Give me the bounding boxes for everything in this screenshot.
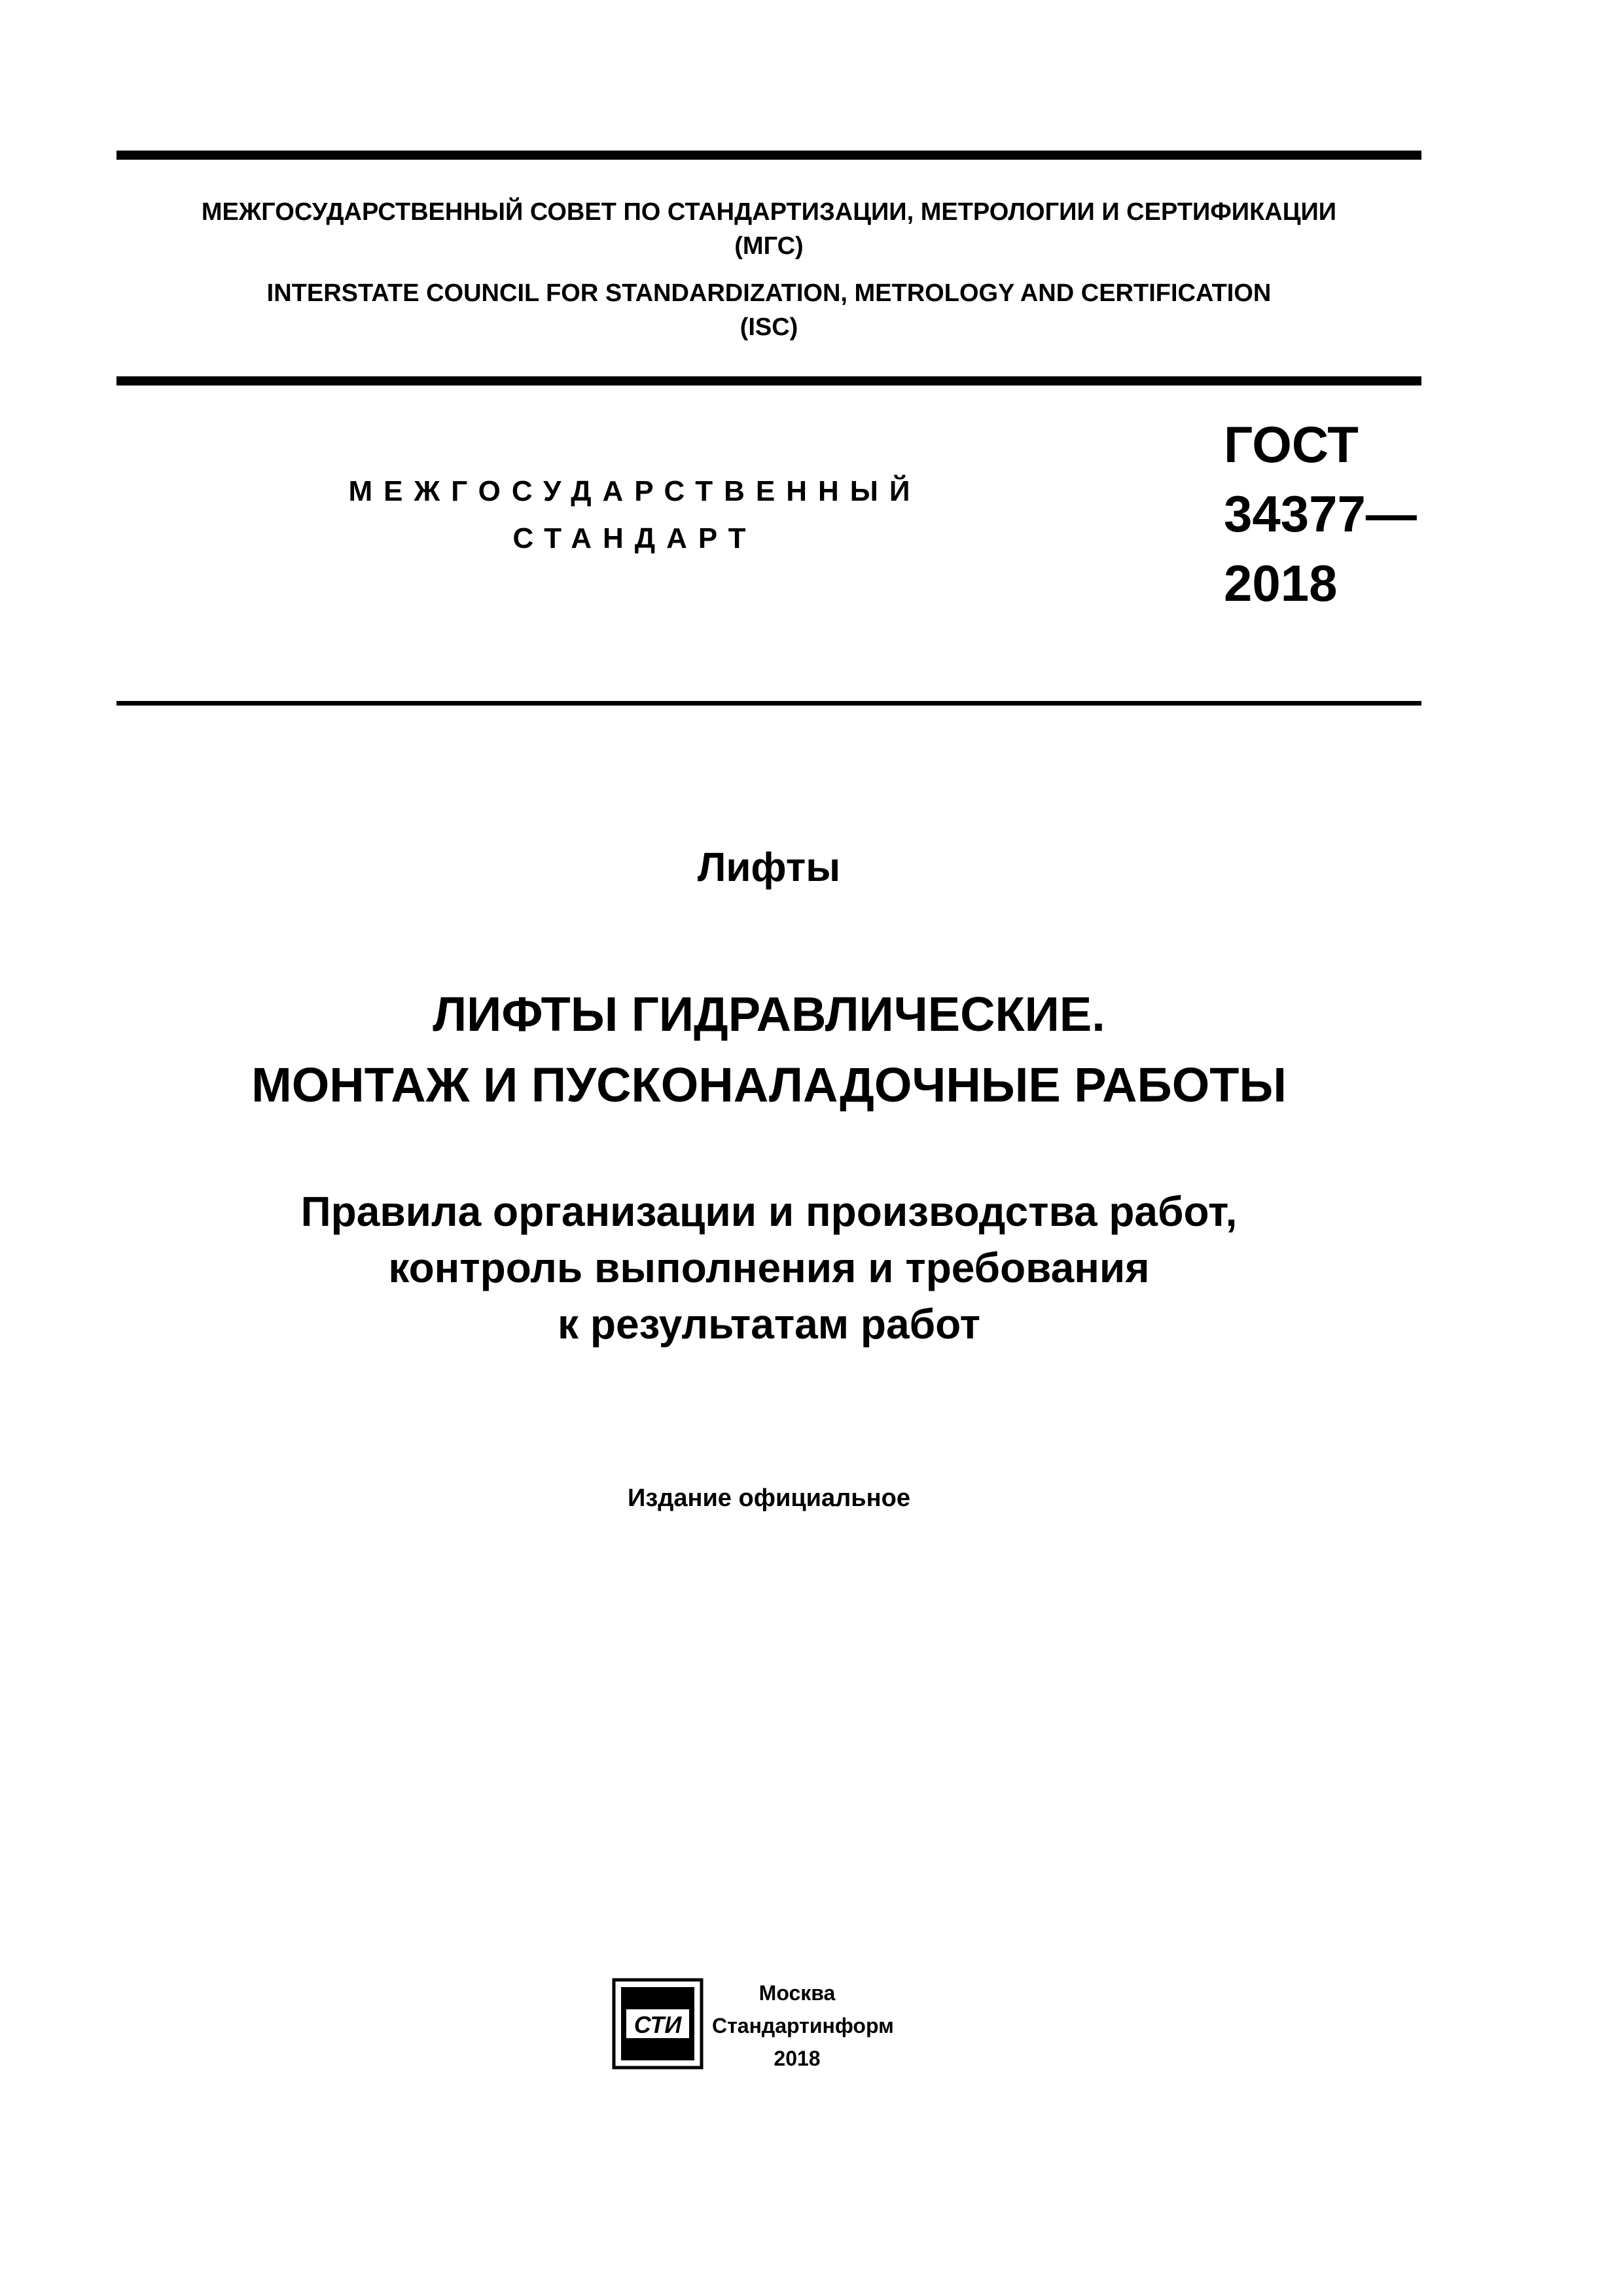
designation-number: 34377—: [1224, 485, 1417, 543]
middle-divider-rule: [116, 376, 1421, 386]
council-name-en: INTERSTATE COUNCIL FOR STANDARDIZATION, METROLOGY AND CERTIFICATION: [266, 279, 1272, 307]
standard-designation: [1224, 410, 1417, 618]
bottom-divider-rule: [116, 701, 1421, 706]
document-subtitle-line-1: Правила организации и производства работ,: [300, 1188, 1238, 1235]
publisher-name: Стандартинформ: [712, 2014, 894, 2037]
council-abbr-en: (ISC): [740, 314, 798, 341]
publication-year: 2018: [774, 2047, 821, 2070]
council-name-ru: МЕЖГОСУДАРСТВЕННЫЙ СОВЕТ ПО СТАНДАРТИЗАЦИИ, МЕТРОЛОГИИ И СЕРТИФИКАЦИИ: [201, 198, 1337, 226]
publisher-city: Москва: [758, 1981, 836, 2005]
publisher-logo-icon: [612, 1978, 704, 2070]
edition-note: Издание официальное: [628, 1484, 910, 1512]
standard-type-line-2: СТАНДАРТ: [512, 522, 757, 554]
document-category: Лифты: [697, 845, 841, 890]
standard-type-line-1: МЕЖГОСУДАРСТВЕННЫЙ: [348, 475, 921, 507]
designation-prefix: ГОСТ: [1224, 416, 1359, 473]
designation-year: 2018: [1224, 554, 1338, 612]
top-divider-rule: [116, 151, 1421, 160]
publisher-logo-text: СТИ: [633, 2011, 682, 2038]
publisher-block: [712, 1977, 894, 2075]
council-abbr-ru: (МГС): [734, 232, 804, 260]
document-title-line-1: ЛИФТЫ ГИДРАВЛИЧЕСКИЕ.: [433, 987, 1105, 1041]
document-title-line-2: МОНТАЖ И ПУСКОНАЛАДОЧНЫЕ РАБОТЫ: [251, 1058, 1287, 1112]
document-subtitle-line-2: контроль выполнения и требования: [388, 1244, 1150, 1291]
document-subtitle-line-3: к результатам работ: [558, 1300, 980, 1348]
